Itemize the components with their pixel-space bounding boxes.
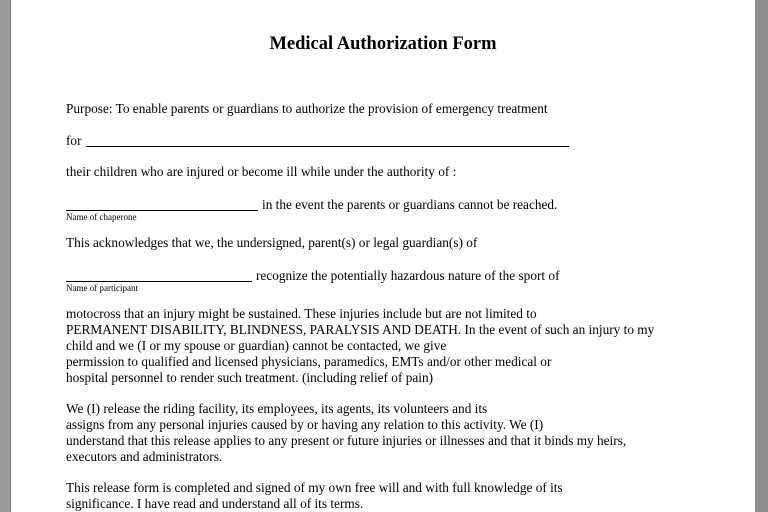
paragraph-line: executors and administrators. bbox=[66, 449, 223, 464]
for-blank-line bbox=[86, 146, 569, 147]
paragraph-line: hospital personnel to render such treatment. (including relief of pain) bbox=[66, 370, 434, 385]
document-page bbox=[10, 0, 756, 512]
children-text: their children who are injured or become ill while under the authority of : bbox=[66, 164, 457, 179]
page-title: Medical Authorization Form bbox=[269, 34, 497, 54]
paragraph-line: significance. I have read and understand all of its terms. bbox=[66, 496, 364, 511]
paragraph-line: permission to qualified and licensed physicians, paramedics, EMTs and/or other medical or bbox=[66, 354, 552, 369]
for-label: for bbox=[66, 133, 82, 148]
vertical-scrollbar[interactable] bbox=[755, 0, 768, 512]
paragraph-line: PERMANENT DISABILITY, BLINDNESS, PARALYSIS AND DEATH. In the event of such an injury to my bbox=[66, 322, 655, 337]
participant-blank-line bbox=[66, 281, 252, 282]
purpose-text: Purpose: To enable parents or guardians to authorize the provision of emergency treatment bbox=[66, 101, 548, 116]
chaperone-caption: Name of chaperone bbox=[66, 212, 137, 222]
paragraph-line: assigns from any personal injuries caused by or having any relation to this activity. We (I) bbox=[66, 417, 544, 432]
participant-suffix-text: recognize the potentially hazardous nature of the sport of bbox=[256, 268, 560, 283]
paragraph-line: understand that this release applies to any present or future injuries or illnesses and that it binds my heirs, bbox=[66, 433, 627, 448]
paragraph-line: motocross that an injury might be sustained. These injuries include but are not limited to bbox=[66, 306, 537, 321]
paragraph-line: This release form is completed and signed of my own free will and with full knowledge of its bbox=[66, 480, 563, 495]
acknowledge-text: This acknowledges that we, the undersigned, parent(s) or legal guardian(s) of bbox=[66, 235, 478, 250]
chaperone-suffix-text: in the event the parents or guardians cannot be reached. bbox=[262, 197, 558, 212]
chaperone-blank-line bbox=[66, 210, 258, 211]
participant-caption: Name of participant bbox=[66, 283, 138, 293]
paragraph-line: We (I) release the riding facility, its employees, its agents, its volunteers and its bbox=[66, 401, 488, 416]
paragraph-line: child and we (I or my spouse or guardian) cannot be contacted, we give bbox=[66, 338, 447, 353]
